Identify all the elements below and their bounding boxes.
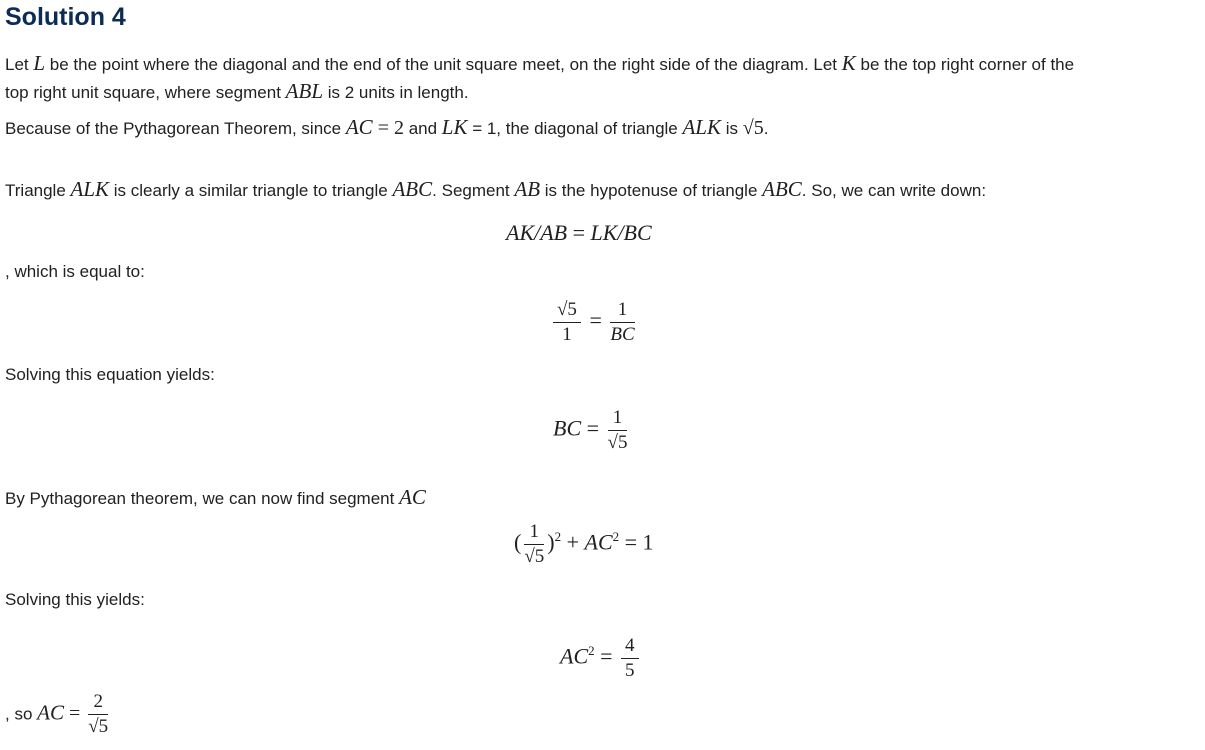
equation-ac-squared: $AC^2$ = $\frac{4}{5}$	[560, 634, 642, 683]
paragraph-define-l-k: Let L be the point where the diagonal and the end of the unit square meet, on the right side of the diagram. Let K be the top right corner of the top right unit square, where segment ABL is 2 units in length.	[5, 51, 1075, 103]
paragraph-similar-triangles: Triangle ALK is clearly a similar triangle to triangle ABC. Segment AB is the hypotenuse of triangle ABC. So, we can write down:	[5, 177, 987, 201]
equation-ratio: AK/AB = LK/BC	[506, 220, 652, 245]
equation-bc: BC = $\frac{1}{√5}$	[553, 407, 628, 453]
paragraph-equal-to: , which is equal to:	[5, 262, 145, 281]
equation-pythagorean-ac: ( $\frac{1}{√5}$ )$^2 + AC^2 = 1$	[514, 521, 654, 567]
paragraph-solving-equation: Solving this equation yields:	[5, 365, 215, 384]
paragraph-solving-yields: Solving this yields:	[5, 590, 145, 609]
paragraph-final-ac: , so AC = $\frac{2}{√5}$	[5, 691, 109, 737]
paragraph-pythagorean: Because of the Pythagorean Theorem, since AC = 2 and LK = 1, the diagonal of triangle ALK is √5.	[5, 115, 769, 139]
paragraph-find-ac: By Pythagorean theorem, we can now find segment AC	[5, 485, 426, 509]
equation-fraction-ratio: $\frac{√5}{1}$ = $\frac{1}{BC}$	[550, 298, 638, 347]
page-title: Solution 4	[5, 3, 126, 31]
